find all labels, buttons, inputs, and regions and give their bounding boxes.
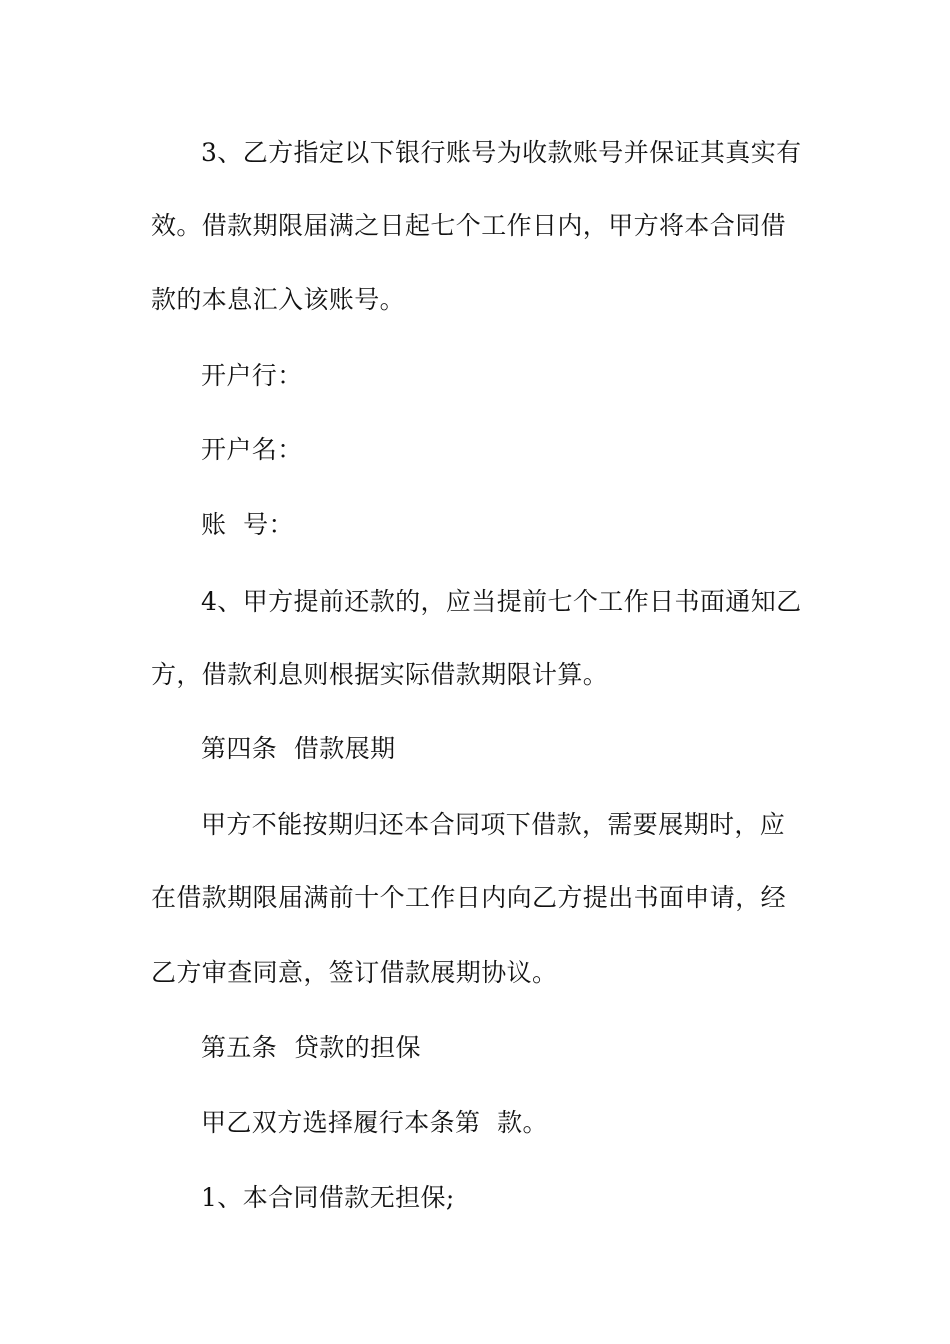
paragraph-3-line-1: 3、乙方指定以下银行账号为收款账号并保证其真实有	[201, 138, 802, 167]
article-5-intro: 甲乙双方选择履行本条第 款。	[201, 1108, 548, 1137]
paragraph-3-line-3: 款的本息汇入该账号。	[151, 285, 406, 314]
article-4-body-line-3: 乙方审查同意，签订借款展期协议。	[151, 958, 558, 987]
article-4-body-line-1: 甲方不能按期归还本合同项下借款，需要展期时，应	[201, 810, 786, 839]
paragraph-3-line-2: 效。借款期限届满之日起七个工作日内，甲方将本合同借	[151, 211, 787, 240]
bank-name-field-label: 开户行：	[201, 361, 303, 390]
paragraph-4-line-2: 方，借款利息则根据实际借款期限计算。	[151, 660, 609, 689]
article-5-heading: 第五条 贷款的担保	[201, 1033, 421, 1062]
account-name-field-label: 开户名：	[201, 435, 303, 464]
paragraph-4-line-1: 4、甲方提前还款的，应当提前七个工作日书面通知乙	[201, 587, 802, 616]
account-number-field-label: 账 号：	[201, 510, 294, 539]
article-5-clause-1: 1、本合同借款无担保;	[201, 1183, 455, 1212]
article-4-body-line-2: 在借款期限届满前十个工作日内向乙方提出书面申请，经	[151, 883, 787, 912]
article-4-heading: 第四条 借款展期	[201, 734, 396, 763]
